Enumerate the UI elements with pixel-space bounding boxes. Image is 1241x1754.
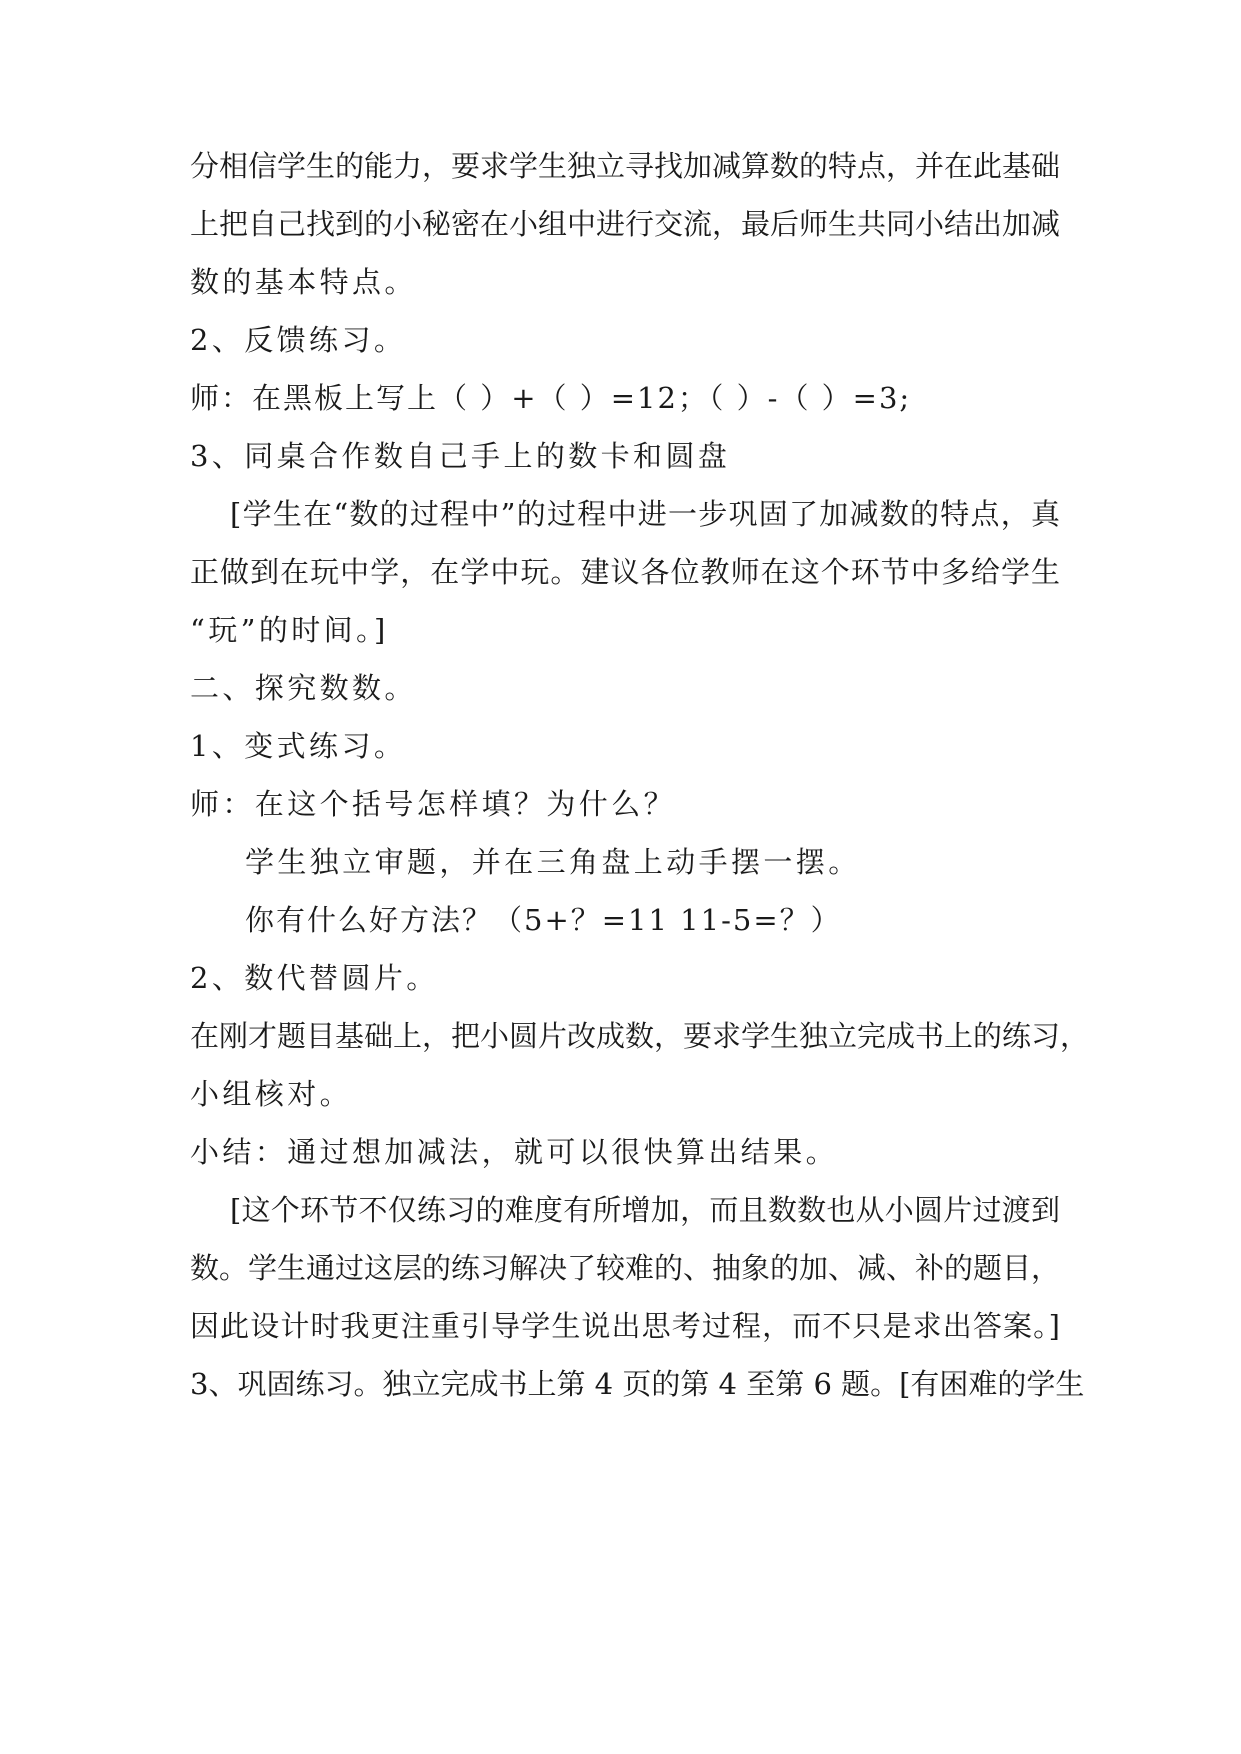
commentary-line: 因此设计时我更注重引导学生说出思考过程，而不只是求出答案。] (190, 1309, 1060, 1343)
paragraph-line: 数的基本特点。 (190, 265, 417, 299)
commentary-line: “玩”的时间。] (190, 613, 389, 647)
paragraph-line: 上把自己找到的小秘密在小组中进行交流，最后师生共同小结出加减 (190, 207, 1061, 241)
commentary-line: 数。学生通过这层的练习解决了较难的、抽象的加、减、补的题目， (190, 1251, 1061, 1285)
teacher-line: 师：在这个括号怎样填？为什么？ (190, 787, 677, 821)
paragraph-line: 小组核对。 (190, 1077, 353, 1111)
paragraph-line: 分相信学生的能力，要求学生独立寻找加减算数的特点，并在此基础 (190, 149, 1061, 183)
section-heading: 二、探究数数。 (190, 671, 417, 705)
numbered-heading: 2、数代替圆片。 (190, 961, 439, 995)
indented-line: 你有什么好方法？（5+？=11 11-5=？） (245, 903, 842, 937)
teacher-line: 师：在黑板上写上（ ）+（ ）=12；（ ）-（ ）=3; (190, 381, 912, 415)
paragraph-line: 3、巩固练习。独立完成书上第 4 页的第 4 至第 6 题。[有困难的学生 (190, 1367, 1085, 1401)
commentary-line: [这个环节不仅练习的难度有所增加，而且数数也从小圆片过渡到 (230, 1193, 1060, 1227)
commentary-line: [学生在“数的过程中”的过程中进一步巩固了加减数的特点，真 (230, 497, 1060, 531)
numbered-heading: 3、同桌合作数自己手上的数卡和圆盘 (190, 439, 731, 473)
summary-line: 小结：通过想加减法，就可以很快算出结果。 (190, 1135, 839, 1169)
numbered-heading: 2、反馈练习。 (190, 323, 407, 357)
paragraph-line: 在刚才题目基础上，把小圆片改成数，要求学生独立完成书上的练习， (190, 1019, 1090, 1053)
commentary-line: 正做到在玩中学，在学中玩。建议各位教师在这个环节中多给学生 (190, 555, 1060, 589)
numbered-heading: 1、变式练习。 (190, 729, 407, 763)
indented-line: 学生独立审题，并在三角盘上动手摆一摆。 (245, 845, 861, 879)
